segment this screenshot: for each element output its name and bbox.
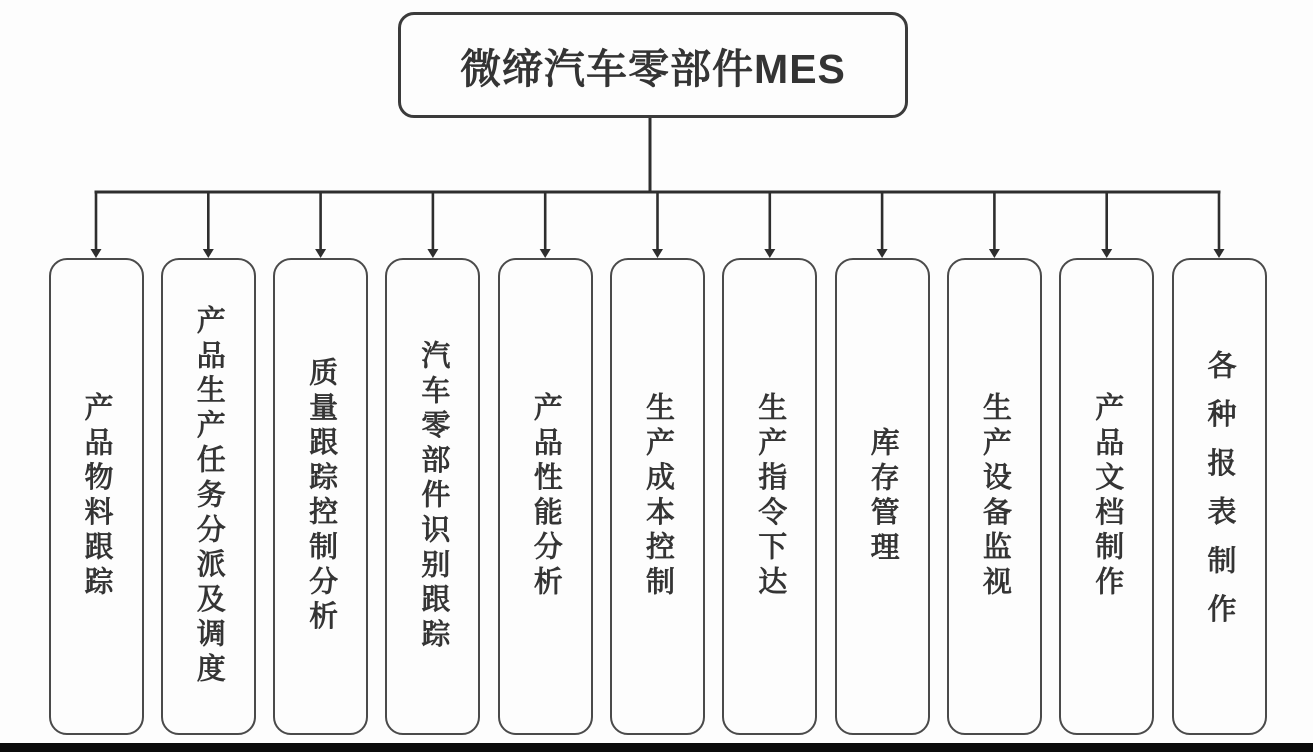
module-box <box>722 258 817 735</box>
arrow-down-icon <box>1214 249 1225 258</box>
module-box <box>1059 258 1154 735</box>
module-label: 产品性能分析 <box>529 392 562 601</box>
arrow-down-icon <box>540 249 551 258</box>
arrow-down-icon <box>203 249 214 258</box>
module-box <box>1172 258 1267 735</box>
root-node <box>398 12 908 118</box>
arrow-down-icon <box>1101 249 1112 258</box>
module-label: 质量跟踪控制分析 <box>305 357 338 636</box>
module-label: 产品物料跟踪 <box>80 392 113 601</box>
module-label: 产品文档制作 <box>1091 392 1124 601</box>
arrow-down-icon <box>989 249 1000 258</box>
module-label: 库存管理 <box>866 426 899 567</box>
arrow-down-icon <box>91 249 102 258</box>
module-label: 生产设备监视 <box>978 392 1011 601</box>
module-box <box>161 258 256 735</box>
arrow-down-icon <box>764 249 775 258</box>
root-node-title: 微缔汽车零部件MES <box>460 45 846 92</box>
module-label: 生产指令下达 <box>754 392 787 601</box>
module-box <box>835 258 930 735</box>
module-label: 产品生产任务分派及调度 <box>192 305 225 688</box>
module-label: 生产成本控制 <box>642 392 674 601</box>
module-box <box>273 258 368 735</box>
module-box <box>49 258 144 735</box>
arrow-down-icon <box>877 249 888 258</box>
bottom-border-bar <box>0 743 1313 752</box>
arrow-down-icon <box>427 249 438 258</box>
arrow-down-icon <box>652 249 663 258</box>
arrow-down-icon <box>315 249 326 258</box>
module-box <box>498 258 593 735</box>
module-box <box>947 258 1042 735</box>
module-label: 汽车零部件识别跟踪 <box>417 339 450 654</box>
module-box <box>385 258 480 735</box>
module-label: 各种报表制作 <box>1203 350 1236 643</box>
module-box <box>610 258 705 735</box>
